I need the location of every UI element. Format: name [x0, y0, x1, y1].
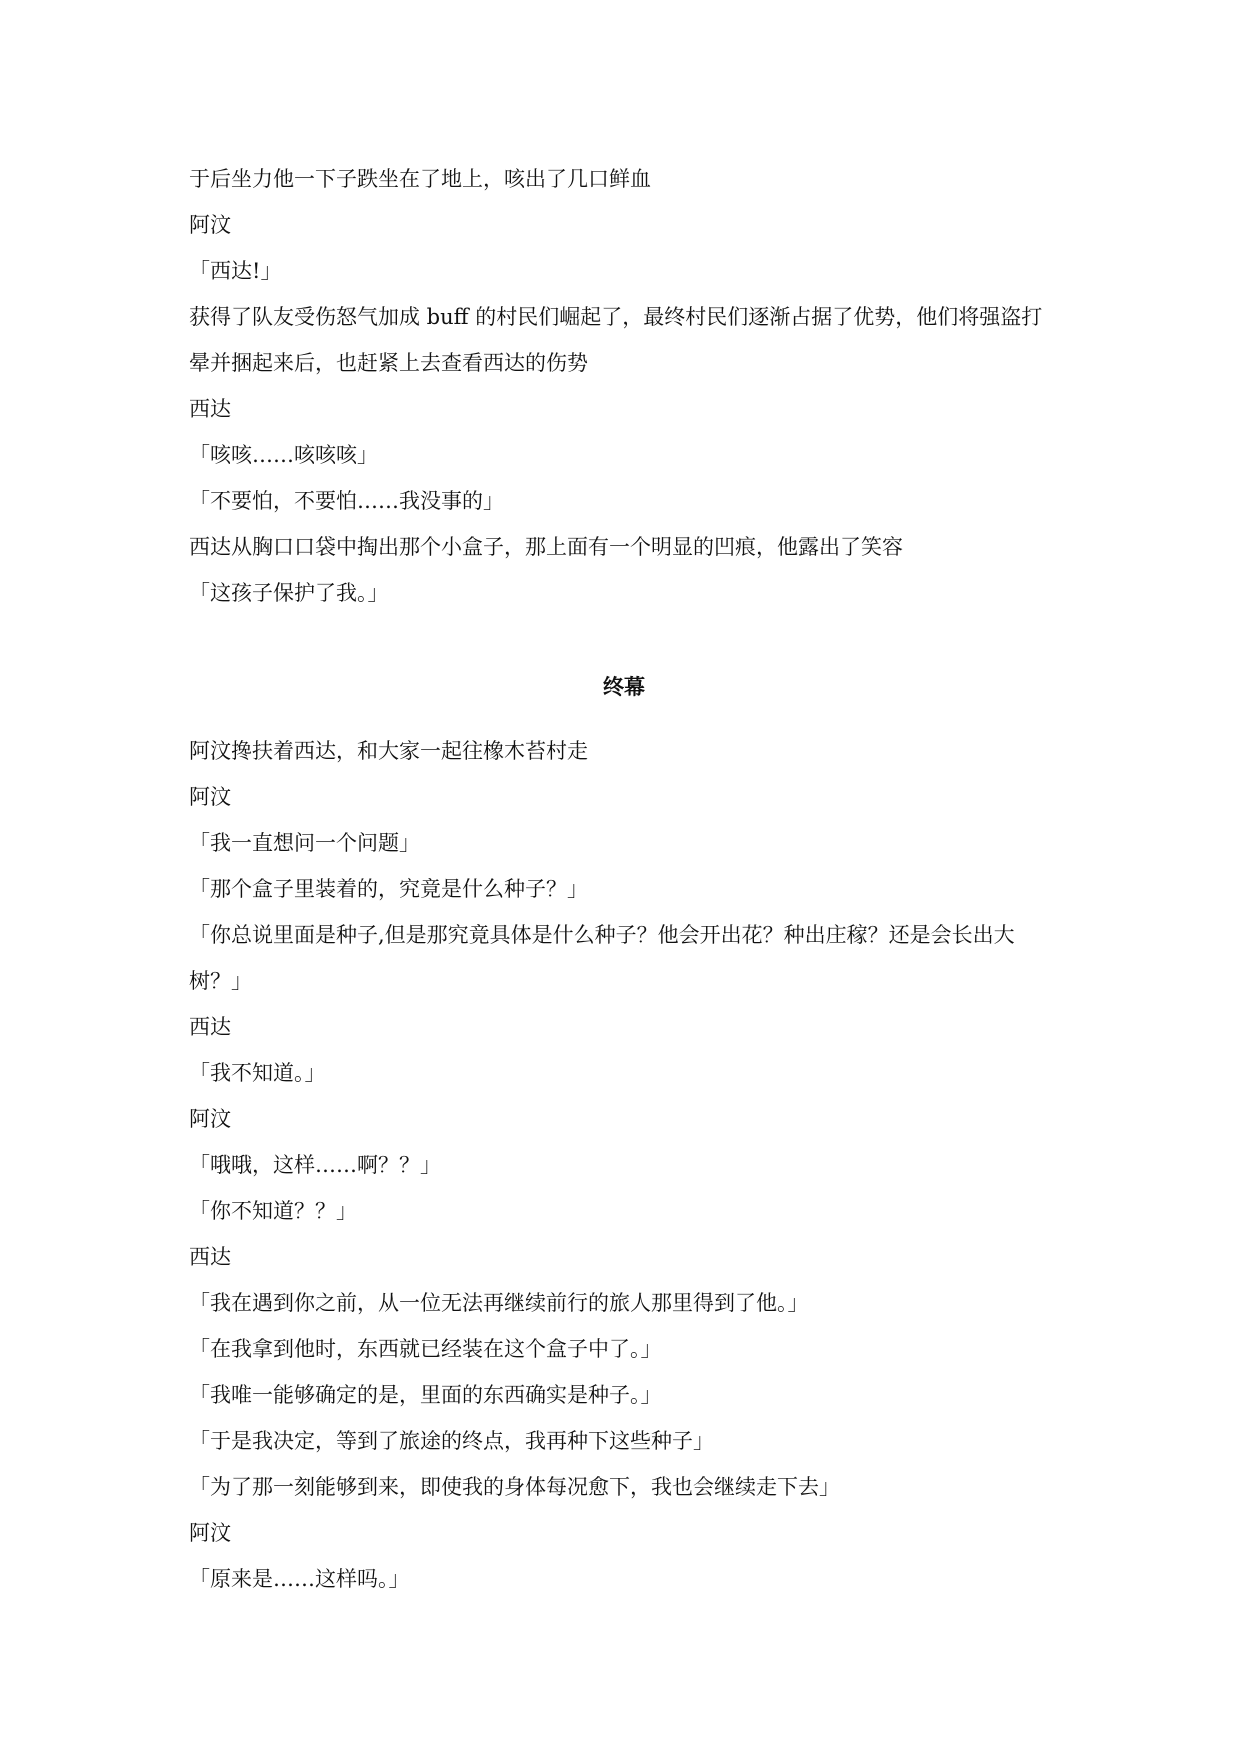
dialogue-line: 「于是我决定，等到了旅途的终点，我再种下这些种子」: [189, 1429, 714, 1453]
dialogue-line: 「我不知道。」: [189, 1061, 326, 1085]
dialogue-line: 「咳咳……咳咳咳」: [189, 443, 378, 467]
dialogue-line: 「不要怕，不要怕……我没事的」: [189, 489, 504, 513]
dialogue-line: 「这孩子保护了我。」: [189, 581, 389, 605]
speaker-name: 阿汶: [189, 785, 231, 809]
dialogue-line: 「在我拿到他时，东西就已经装在这个盒子中了。」: [189, 1337, 662, 1361]
chapter-title: 终幕: [603, 675, 645, 699]
speaker-name: 西达: [189, 1015, 231, 1039]
speaker-name: 阿汶: [189, 213, 231, 237]
dialogue-line: 「为了那一刻能够到来，即使我的身体每况愈下，我也会继续走下去」: [189, 1475, 840, 1499]
dialogue-line: 「我一直想问一个问题」: [189, 831, 420, 855]
speaker-name: 西达: [189, 397, 231, 421]
dialogue-line: 「我唯一能够确定的是，里面的东西确实是种子。」: [189, 1383, 662, 1407]
speaker-name: 阿汶: [189, 1521, 231, 1545]
dialogue-line: 「你不知道？？」: [189, 1199, 357, 1223]
dialogue-line: 「原来是……这样吗。」: [189, 1567, 410, 1591]
story-section-1: [189, 156, 1059, 616]
speaker-name: 西达: [189, 1245, 231, 1269]
narration-line: 西达从胸口口袋中掏出那个小盒子，那上面有一个明显的凹痕，他露出了笑容: [189, 535, 903, 559]
dialogue-line: 「哦哦，这样……啊？？」: [189, 1153, 441, 1177]
story-section-2: [189, 728, 1059, 1602]
dialogue-line: 「你总说里面是种子,但是那究竟具体是什么种子？他会开出花？种出庄稼？还是会长出大树？」: [189, 923, 1015, 993]
dialogue-line: 「我在遇到你之前，从一位无法再继续前行的旅人那里得到了他。」: [189, 1291, 809, 1315]
dialogue-line: 「西达!」: [189, 259, 282, 283]
dialogue-line: 「那个盒子里装着的，究竟是什么种子？」: [189, 877, 588, 901]
narration-line: 获得了队友受伤怒气加成 buff 的村民们崛起了，最终村民们逐渐占据了优势，他们将强盗打晕并捆起来后，也赶紧上去查看西达的伤势: [189, 305, 1043, 375]
speaker-name: 阿汶: [189, 1107, 231, 1131]
narration-line: 于后坐力他一下子跌坐在了地上，咳出了几口鲜血: [189, 167, 651, 191]
narration-line: 阿汶搀扶着西达，和大家一起往橡木苔村走: [189, 739, 588, 763]
